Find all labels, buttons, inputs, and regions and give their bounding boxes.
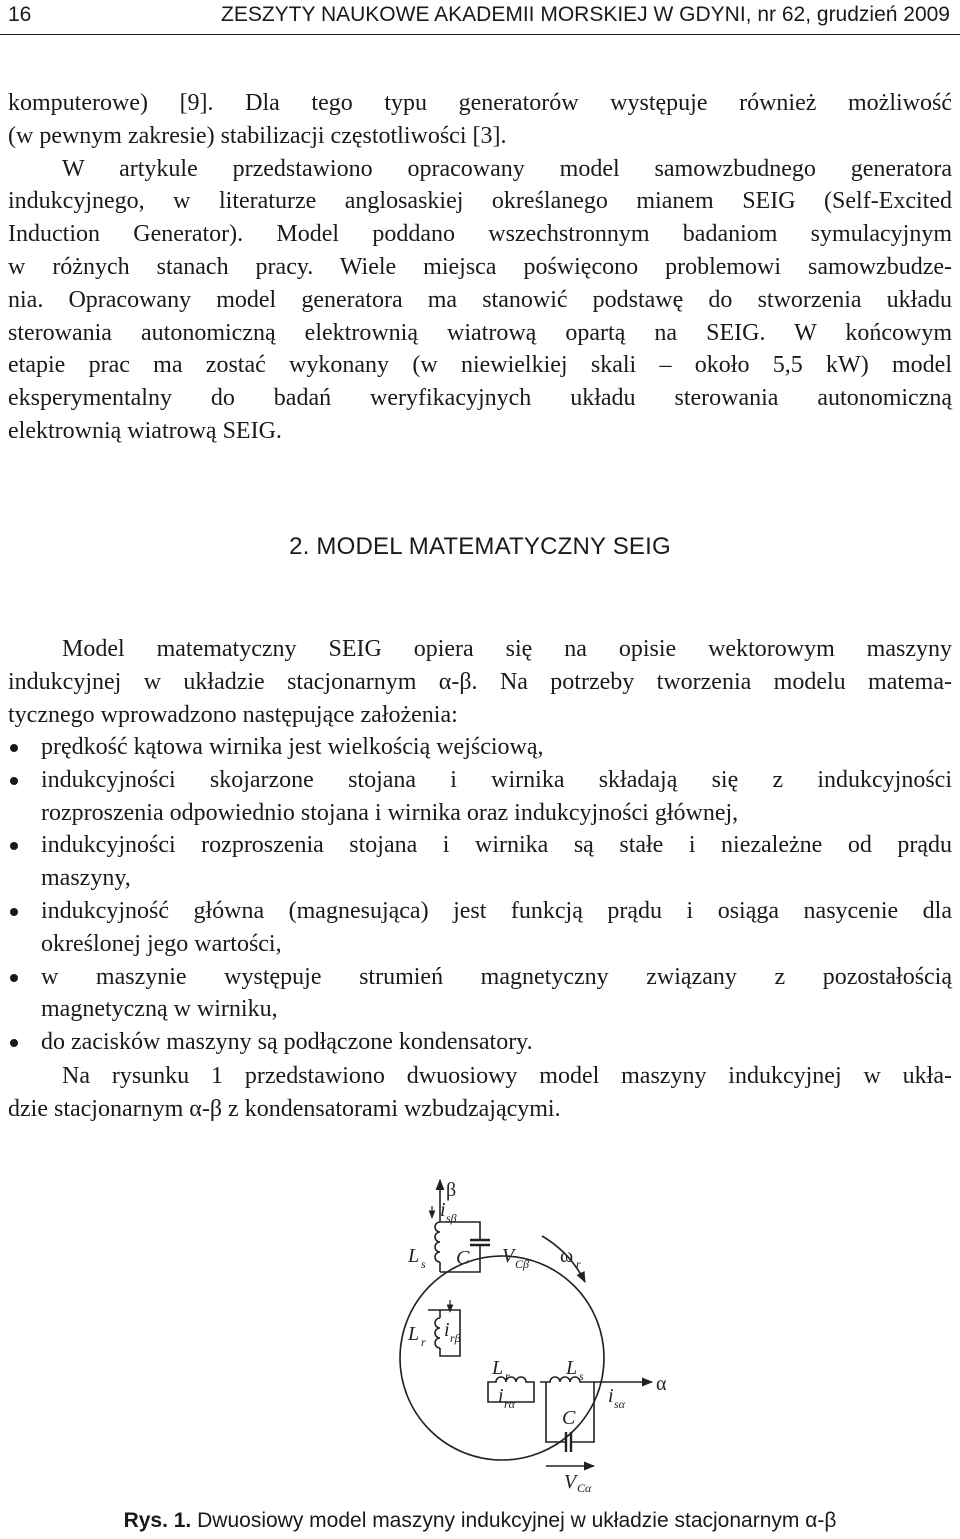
text-line: do zacisków maszyny są podłączone kondensatory. [41, 1029, 533, 1056]
list-item [8, 961, 952, 1027]
text-line: dzie stacjonarnym α-β z kondensatorami wzbudzającymi. [8, 1095, 561, 1122]
list-item [8, 764, 952, 830]
assumptions-list [8, 731, 952, 1059]
text-line: indukcyjność główna (magnesująca) jest funkcją prądu i osiąga nasycenie dla [41, 897, 952, 924]
intro-paragraph [8, 87, 952, 448]
ira-sub: rα [504, 1397, 515, 1411]
isb-sub: sβ [446, 1211, 457, 1225]
vca-label: V [564, 1471, 577, 1492]
text-line: sterowania autonomiczną elektrownią wiatrową opartą na SEIG. W końcowym [8, 319, 952, 346]
alpha-label: α [656, 1373, 667, 1395]
ira-label: i [498, 1385, 504, 1407]
text-line: rozproszenia odpowiednio stojana i wirnika oraz indukcyjności głównej, [41, 799, 739, 826]
omega-label: ω [560, 1245, 574, 1267]
lr-bottom-label: L [492, 1357, 504, 1379]
list-item [8, 731, 952, 764]
bullet-icon [10, 777, 18, 785]
ls-sub: s [421, 1257, 426, 1271]
lr-left-label: L [408, 1323, 420, 1345]
vca-sub: Cα [577, 1481, 592, 1492]
text-line: określonej jego wartości, [41, 930, 282, 957]
text-line: eksperymentalny do badań weryfikacyjnych układu sterowania autonomiczną [8, 385, 952, 412]
omega-sub: r [576, 1257, 581, 1271]
figure-circuit-diagram [380, 1170, 680, 1492]
text-line: indukcyjności rozproszenia stojana i wirnika są stałe i niezależne od prądu [41, 832, 952, 859]
caption-label: Rys. 1. [123, 1509, 192, 1532]
isb-label: i [440, 1199, 446, 1221]
text-line: nia. Opracowany model generatora ma stanowić podstawę do stworzenia układu [8, 286, 952, 313]
isa-sub: sα [614, 1397, 625, 1411]
c-top-label: C [456, 1247, 470, 1269]
stator-beta-inductor [435, 1212, 440, 1272]
beta-label: β [446, 1179, 457, 1201]
text-line: w maszynie występuje strumień magnetyczny związany z pozostałością [41, 963, 952, 990]
text-line: Na rysunku 1 przedstawiono dwuosiowy model maszyny indukcyjnej w ukła- [62, 1063, 952, 1089]
lr-bottom-sub: r [505, 1369, 510, 1383]
vcb-sub: Cβ [515, 1257, 529, 1271]
ls-label: L [408, 1245, 420, 1267]
text-line: indukcyjnego, w literaturze anglosaskiej określanego mianem SEIG (Self-Excited [8, 188, 952, 215]
text-line: Model matematyczny SEIG opiera się na opisie wektorowym maszyny [62, 636, 952, 662]
text-line: magnetyczną w wirniku, [41, 996, 278, 1023]
text-line: komputerowe) [9]. Dla tego typu generatorów występuje również możliwość [8, 90, 952, 116]
figure-caption [0, 1509, 960, 1533]
closing-paragraph [8, 1060, 952, 1126]
text-line: Induction Generator). Model poddano wszechstronnym badaniom symulacyjnym [8, 221, 952, 248]
text-line: (w pewnym zakresie) stabilizacji częstotliwości [3]. [8, 122, 507, 149]
journal-title: ZESZYTY NAUKOWE AKADEMII MORSKIEJ W GDYNI, nr 62, grudzień 2009 [221, 3, 950, 26]
section-heading: 2. MODEL MATEMATYCZNY SEIG [289, 533, 671, 560]
c-bottom-label: C [562, 1407, 576, 1429]
text-line: tycznego wprowadzono następujące założenia: [8, 701, 458, 728]
ls-bottom-sub: s [579, 1369, 584, 1383]
bullet-icon [10, 744, 18, 752]
running-header [0, 0, 960, 35]
page-number: 16 [8, 3, 32, 26]
bullet-icon [10, 842, 18, 850]
bullet-icon [10, 974, 18, 982]
list-item [8, 895, 952, 961]
lr-left-sub: r [421, 1335, 426, 1349]
irb-label: i [444, 1319, 450, 1341]
list-item [8, 1026, 952, 1059]
text-line: etapie prac ma zostać wykonany (w niewielkiej skali – około 5,5 kW) model [8, 352, 952, 379]
vcb-label: V [502, 1245, 515, 1267]
text-line: prędkość kątowa wirnika jest wielkością wejściową, [41, 734, 544, 760]
bullet-icon [10, 908, 18, 916]
irb-sub: rβ [450, 1331, 461, 1345]
text-line: indukcyjności skojarzone stojana i wirnika składają się z indukcyjności [41, 766, 952, 793]
caption-text: Dwuosiowy model maszyny indukcyjnej w układzie stacjonarnym α-β [197, 1509, 837, 1532]
text-line: indukcyjnej w układzie stacjonarnym α-β. Na potrzeby tworzenia modelu matema- [8, 668, 952, 695]
text-line: maszyny, [41, 865, 131, 892]
ls-bottom-label: L [566, 1357, 578, 1379]
isa-label: i [608, 1385, 614, 1407]
list-item [8, 829, 952, 895]
text-line: W artykule przedstawiono opracowany model samowzbudnego generatora [62, 155, 952, 182]
bullet-icon [10, 1039, 18, 1047]
text-line: elektrownią wiatrową SEIG. [8, 417, 282, 444]
model-paragraph [8, 633, 952, 731]
text-line: w różnych stanach pracy. Wiele miejsca poświęcono problemowi samowzbudze- [8, 253, 952, 280]
